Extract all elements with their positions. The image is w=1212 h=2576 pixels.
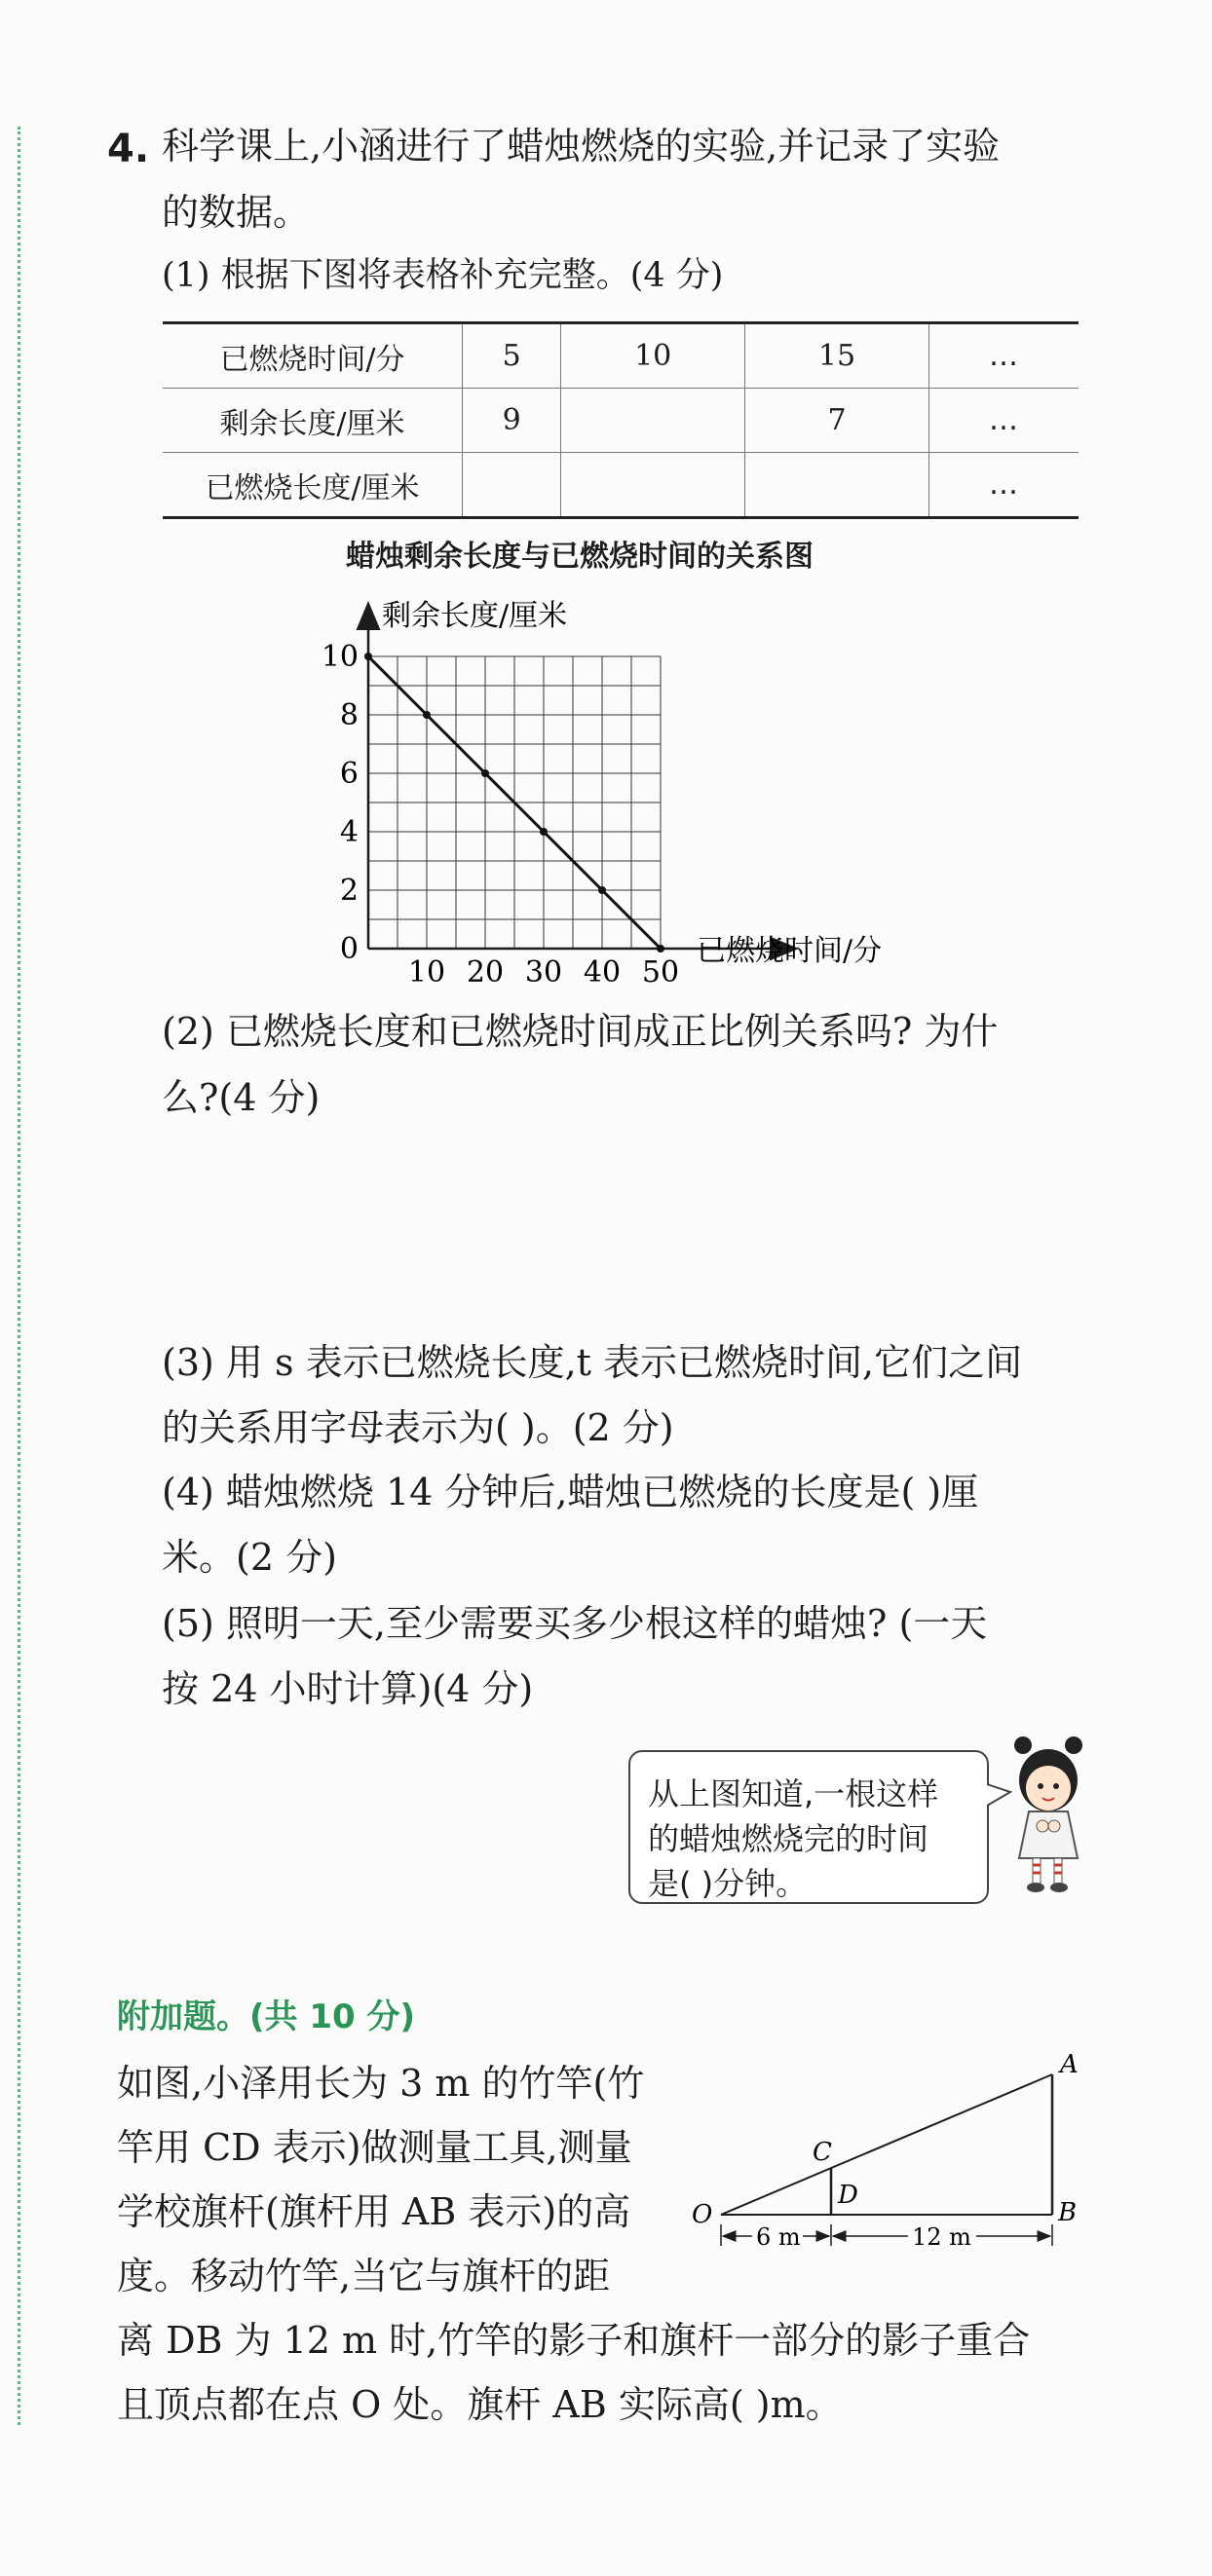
point-c-label: C	[813, 2138, 832, 2167]
y-axis-label: 剩余长度/厘米	[382, 599, 568, 633]
bonus-line4: 度。移动竹竿,当它与旗杆的距	[117, 2255, 611, 2297]
hint-speech-bubble	[628, 1750, 989, 1904]
data-point	[481, 769, 489, 777]
point-d-label: D	[838, 2181, 858, 2210]
table-cell[interactable]	[561, 453, 745, 518]
point-b-label: B	[1058, 2198, 1078, 2227]
hint-line3: 是( )分钟。	[648, 1865, 808, 1902]
table-cell: …	[928, 389, 1079, 453]
data-point	[657, 945, 664, 952]
table-row	[163, 453, 1079, 518]
table-row-label: 已燃烧长度/厘米	[163, 453, 463, 518]
table-cell[interactable]	[745, 453, 929, 518]
y-tick-label: 6	[339, 757, 359, 791]
data-point	[364, 653, 372, 660]
db-length-label: 12 m	[912, 2223, 971, 2251]
table-cell: 5	[463, 323, 561, 389]
part2-line1: (2) 已燃烧长度和已燃烧时间成正比例关系吗? 为什	[162, 1010, 999, 1053]
od-length-label: 6 m	[756, 2223, 801, 2251]
part2-line2: 么?(4 分)	[162, 1076, 321, 1119]
y-tick-label: 2	[339, 874, 359, 908]
bonus-line2: 竿用 CD 表示)做测量工具,测量	[117, 2126, 632, 2169]
bonus-title: 附加题。(共 10 分)	[117, 1997, 416, 2036]
table-cell: 7	[745, 389, 929, 453]
bonus-line3: 学校旗杆(旗杆用 AB 表示)的高	[117, 2190, 631, 2233]
data-table	[163, 321, 1079, 519]
shadow-line	[721, 2074, 1052, 2215]
point-a-label: A	[1060, 2050, 1079, 2079]
table-row-label: 已燃烧时间/分	[163, 323, 463, 389]
chart-title: 蜡烛剩余长度与已燃烧时间的关系图	[346, 540, 814, 574]
data-point	[540, 828, 548, 836]
table-row	[163, 389, 1079, 453]
x-tick-label: 10	[407, 955, 446, 989]
point-o-label: O	[692, 2200, 713, 2229]
x-tick-label: 20	[466, 955, 505, 989]
x-tick-label: 30	[524, 955, 563, 989]
part3-line1: (3) 用 s 表示已燃烧长度,t 表示已燃烧时间,它们之间	[162, 1341, 1023, 1384]
data-point	[423, 711, 431, 719]
table-cell: 9	[463, 389, 561, 453]
part3-line2: 的关系用字母表示为( )。(2 分)	[162, 1406, 674, 1449]
hint-line1: 从上图知道,一根这样	[648, 1775, 939, 1812]
hint-line2: 的蜡烛燃烧完的时间	[648, 1820, 929, 1857]
question-intro-line2: 的数据。	[162, 191, 311, 234]
x-axis-label: 已燃烧时间/分	[697, 934, 883, 968]
question-intro-line1: 科学课上,小涵进行了蜡烛燃烧的实验,并记录了实验	[162, 125, 1001, 168]
flagpole-diagram	[682, 2045, 1150, 2279]
table-row	[163, 323, 1079, 389]
bonus-line6: 且顶点都在点 O 处。旗杆 AB 实际高( )m。	[117, 2383, 843, 2426]
bonus-line1: 如图,小泽用长为 3 m 的竹竿(竹	[117, 2062, 645, 2105]
y-tick-label: 0	[339, 932, 359, 966]
y-tick-label: 4	[339, 815, 359, 849]
table-cell: 10	[561, 323, 745, 389]
table-cell: …	[928, 453, 1079, 518]
y-tick-label: 8	[339, 698, 359, 732]
part1-text: (1) 根据下图将表格补充完整。(4 分)	[162, 256, 724, 295]
dotted-margin-line	[18, 127, 20, 2425]
table-row-label: 剩余长度/厘米	[163, 389, 463, 453]
part4-line2: 米。(2 分)	[162, 1536, 337, 1579]
table-cell: 15	[745, 323, 929, 389]
part4-line1: (4) 蜡烛燃烧 14 分钟后,蜡烛已燃烧的长度是( )厘	[162, 1471, 979, 1513]
data-point	[598, 886, 606, 894]
part5-line2: 按 24 小时计算)(4 分)	[162, 1667, 534, 1710]
girl-cartoon-icon	[1004, 1734, 1091, 1899]
table-cell[interactable]	[463, 453, 561, 518]
y-tick-label: 10	[321, 640, 359, 674]
line-chart	[0, 584, 1212, 1032]
bonus-line5: 离 DB 为 12 m 时,竹竿的影子和旗杆一部分的影子重合	[117, 2319, 1031, 2362]
question-number: 4.	[107, 127, 150, 171]
table-cell[interactable]	[561, 389, 745, 453]
x-tick-label: 50	[641, 955, 680, 989]
part5-line1: (5) 照明一天,至少需要买多少根这样的蜡烛? (一天	[162, 1602, 988, 1645]
x-tick-label: 40	[583, 955, 622, 989]
table-cell: …	[928, 323, 1079, 389]
